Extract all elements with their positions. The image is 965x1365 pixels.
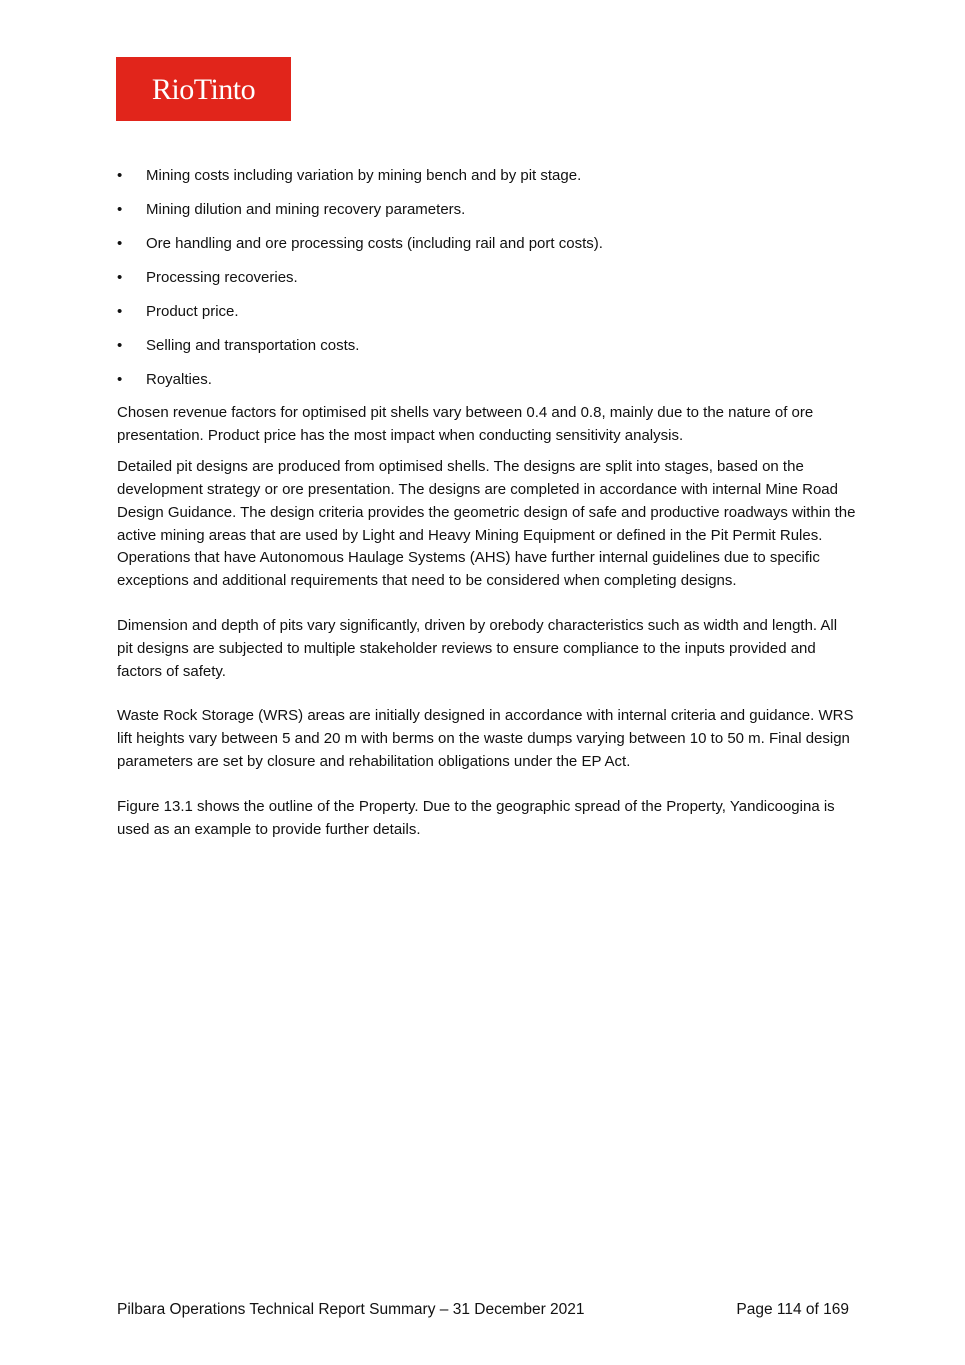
- logo-text: RioTinto: [151, 73, 256, 106]
- list-item: [117, 369, 857, 392]
- list-item: [117, 335, 857, 358]
- company-logo: [116, 57, 291, 121]
- bullet-icon: •: [117, 302, 123, 320]
- bullet-icon: •: [117, 234, 123, 252]
- list-item: [117, 301, 857, 324]
- paragraph-pit-designs: Detailed pit designs are produced from optimised shells. The designs are split into stages, based on the development strategy or ore presentation. The designs are completed in accordance with internal Mine Road Design Guidance. The design criteria provides the geometric design of safe and productive roadways within the active mining areas that are used by Light and Heavy Mining Equipment or defined in the Pit Permit Rules. Operations that have Autonomous Haulage Systems (AHS) have further internal guidelines due to specific exceptions and additional requirements that need to be considered when completing designs.: [117, 458, 856, 590]
- footer-title: Pilbara Operations Technical Report Summary – 31 December 2021: [117, 1301, 585, 1318]
- bullet-icon: •: [117, 370, 123, 388]
- list-item-text: Ore handling and ore processing costs (including rail and port costs).: [146, 234, 603, 252]
- bullet-icon: •: [117, 268, 123, 286]
- list-item: [117, 199, 857, 222]
- paragraph-revenue-factors: Chosen revenue factors for optimised pit shells vary between 0.4 and 0.8, mainly due to the nature of ore presentation. Product price has the most impact when conducting sensitivity analysis.: [117, 403, 814, 444]
- bullet-icon: •: [117, 167, 123, 184]
- bullet-icon: •: [117, 200, 123, 218]
- list-item: [117, 165, 857, 188]
- list-item: [117, 233, 857, 256]
- document-body: [117, 165, 857, 841]
- list-item-text: Selling and transportation costs.: [146, 336, 360, 354]
- bullet-icon: •: [117, 336, 123, 354]
- paragraph-figure-reference: Figure 13.1 shows the outline of the Property. Due to the geographic spread of the Property, Yandicoogina is used as an example to provide further details.: [117, 797, 835, 838]
- page-number: Page 114 of 169: [736, 1301, 849, 1318]
- list-item-text: Mining costs including variation by mining bench and by pit stage.: [146, 167, 582, 184]
- list-item-text: Royalties.: [146, 370, 212, 388]
- list-item: [117, 267, 857, 290]
- list-item-text: Product price.: [146, 302, 239, 320]
- paragraph-pit-dimensions: Dimension and depth of pits vary significantly, driven by orebody characteristics such as width and length. All pit designs are subjected to multiple stakeholder reviews to ensure compliance to the inputs provided and factors of safety.: [117, 617, 838, 680]
- list-item-text: Processing recoveries.: [146, 268, 298, 286]
- paragraph-waste-rock-storage: Waste Rock Storage (WRS) areas are initially designed in accordance with internal criteria and guidance. WRS lift heights vary between 5 and 20 m with berms on the waste dumps varying between 10 to 50 m. Final design parameters are set by closure and rehabilitation obligations under the EP Act.: [117, 707, 854, 771]
- bullet-list: [117, 165, 857, 392]
- page-footer: [117, 1299, 849, 1321]
- list-item-text: Mining dilution and mining recovery parameters.: [146, 200, 466, 218]
